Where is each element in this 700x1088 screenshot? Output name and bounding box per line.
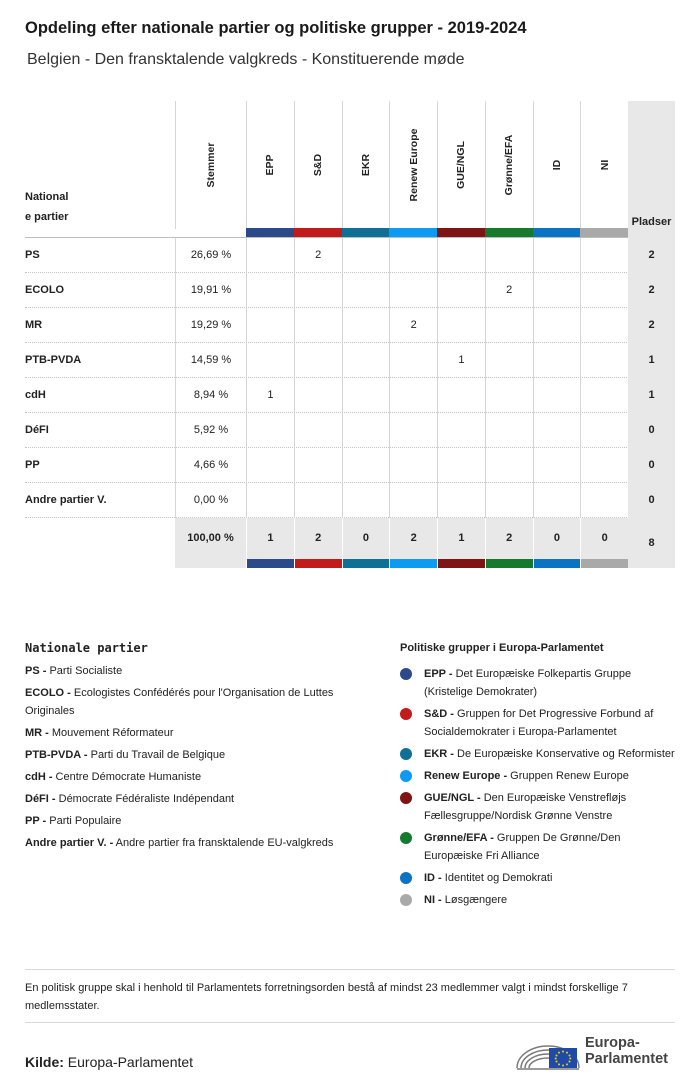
group-column-header <box>580 101 628 229</box>
legend-abbr: Renew Europe - <box>424 770 508 782</box>
group-total-cell: 1 <box>246 518 294 559</box>
group-color-dot-icon <box>400 748 412 760</box>
group-header-label: NI <box>598 159 611 171</box>
logo-text-line1: Europa- <box>585 1035 640 1051</box>
legend-abbr: cdH - <box>25 771 53 783</box>
group-color-bar <box>342 559 390 568</box>
legend-name: Ecologistes Confédérés pour l'Organisation de Luttes Originales <box>25 687 334 717</box>
group-color-bar <box>342 228 390 237</box>
legend-name: Andre partier fra fransktalende EU-valgkreds <box>113 837 334 849</box>
group-seat-cell <box>437 413 485 448</box>
group-column-header <box>533 101 581 229</box>
legend-name: Gruppen Renew Europe <box>507 770 629 782</box>
group-seat-cell <box>342 308 390 343</box>
group-column-header <box>437 101 485 229</box>
group-seat-cell <box>485 308 533 343</box>
group-legend-title: Politiske grupper i Europa-Parlamentet <box>400 642 604 654</box>
group-color-dot-icon <box>400 770 412 782</box>
group-seat-cell: 2 <box>294 238 342 273</box>
legend-abbr: PS - <box>25 665 47 677</box>
national-legend-item <box>25 790 385 808</box>
source-credit <box>25 1054 193 1070</box>
group-color-dot-icon <box>400 668 412 680</box>
legend-abbr: Andre partier V. - <box>25 837 114 849</box>
group-color-bar <box>294 559 342 568</box>
legend-name: Gruppen De Grønne/Den Europæiske Fri Alliance <box>424 832 621 862</box>
group-seat-cell <box>533 238 581 273</box>
legend-name: Parti du Travail de Belgique <box>87 749 226 761</box>
group-seat-cell <box>342 378 390 413</box>
group-seat-cell <box>533 413 581 448</box>
group-color-dot-icon <box>400 894 412 906</box>
legend-name: Identitet og Demokrati <box>441 872 553 884</box>
legend-name: Mouvement Réformateur <box>48 727 174 739</box>
total-seats: 8 <box>628 518 675 568</box>
party-name: PP <box>25 459 40 471</box>
party-seats: 2 <box>628 273 675 308</box>
group-seat-cell: 1 <box>246 378 294 413</box>
party-name: DéFI <box>25 424 49 436</box>
group-color-bar <box>437 228 485 237</box>
group-seat-cell <box>342 273 390 308</box>
group-seat-cell <box>246 343 294 378</box>
group-seat-cell <box>246 483 294 518</box>
group-header-label: Renew Europe <box>407 128 420 202</box>
legend-name: Det Europæiske Folkepartis Gruppe (Kristelige Demokrater) <box>424 668 632 698</box>
group-total-cell: 2 <box>389 518 437 559</box>
group-seat-cell <box>533 483 581 518</box>
group-total-cell: 1 <box>437 518 485 559</box>
national-parties-header-line: National <box>25 191 69 203</box>
legend-abbr: ID - <box>424 872 442 884</box>
votes-cell: 5,92 % <box>175 413 246 448</box>
group-total-cell: 0 <box>342 518 390 559</box>
page-subtitle: Belgien - Den fransktalende valgkreds - Konstituerende møde <box>27 51 465 68</box>
group-color-dot-icon <box>400 832 412 844</box>
group-seat-cell <box>389 273 437 308</box>
european-parliament-logo <box>515 1032 680 1072</box>
group-seat-cell <box>533 273 581 308</box>
group-color-dot-icon <box>400 708 412 720</box>
group-seat-cell <box>246 273 294 308</box>
votes-cell: 4,66 % <box>175 448 246 483</box>
results-table <box>25 101 675 568</box>
group-seat-cell: 1 <box>437 343 485 378</box>
table-row <box>25 273 675 308</box>
votes-cell: 8,94 % <box>175 378 246 413</box>
group-legend-item <box>400 789 675 825</box>
group-header-label: EKR <box>359 153 372 177</box>
group-seat-cell <box>437 448 485 483</box>
group-column-header <box>246 101 294 229</box>
group-seat-cell <box>580 273 628 308</box>
national-parties-header-line: e partier <box>25 211 69 223</box>
group-legend-item <box>400 829 675 865</box>
group-seat-cell <box>485 238 533 273</box>
group-seat-cell <box>246 413 294 448</box>
political-groups-legend <box>400 642 675 913</box>
table-row <box>25 483 675 518</box>
group-color-bar <box>580 228 628 237</box>
legend-abbr: EKR - <box>424 748 454 760</box>
group-seat-cell <box>580 308 628 343</box>
legend-name: Gruppen for Det Progressive Forbund af Socialdemokrater i Europa-Parlamentet <box>424 708 654 738</box>
party-seats: 0 <box>628 413 675 448</box>
national-legend-item <box>25 768 385 786</box>
party-seats: 2 <box>628 308 675 343</box>
group-color-bar <box>485 559 533 568</box>
votes-cell: 19,29 % <box>175 308 246 343</box>
legend-abbr: PTB-PVDA - <box>25 749 88 761</box>
source-label: Kilde: <box>25 1054 64 1070</box>
group-header-label: S&D <box>312 153 325 177</box>
footnote: En politisk gruppe skal i henhold til Parlamentets forretningsorden bestå af mindst 23 medlemmer valgt i mindst forskellige 7 medlemsstater. <box>25 969 675 1023</box>
party-name: Andre partier V. <box>25 494 107 506</box>
group-color-bar <box>246 559 294 568</box>
group-header-label: EPP <box>264 154 277 176</box>
group-seat-cell <box>246 448 294 483</box>
legend-name: De Europæiske Konservative og Reformister <box>453 748 675 760</box>
group-seat-cell <box>389 378 437 413</box>
votes-cell: 0,00 % <box>175 483 246 518</box>
group-seat-cell <box>294 273 342 308</box>
group-seat-cell <box>294 343 342 378</box>
group-total-cell: 2 <box>294 518 342 559</box>
group-total-cell: 0 <box>580 518 628 559</box>
votes-header <box>175 101 246 229</box>
party-name: cdH <box>25 389 46 401</box>
group-column-header <box>389 101 437 229</box>
seats-header <box>628 101 675 238</box>
national-legend-item <box>25 662 385 680</box>
group-total-cell: 0 <box>533 518 581 559</box>
votes-header-label: Stemmer <box>205 142 217 188</box>
group-seat-cell <box>580 238 628 273</box>
table-row <box>25 413 675 448</box>
group-seat-cell <box>246 238 294 273</box>
table-header <box>25 101 675 238</box>
legend-abbr: MR - <box>25 727 49 739</box>
group-seat-cell <box>533 378 581 413</box>
group-seat-cell <box>437 273 485 308</box>
group-header-label: Grønne/EFA <box>503 134 516 196</box>
national-legend-item <box>25 724 385 742</box>
group-seat-cell <box>294 413 342 448</box>
group-header-label: GUE/NGL <box>455 141 468 189</box>
group-seat-cell <box>342 448 390 483</box>
legend-name: Løsgængere <box>441 894 508 906</box>
parliament-hemicycle-icon <box>515 1032 581 1072</box>
group-color-bar <box>389 559 437 568</box>
group-legend-item <box>400 891 675 909</box>
votes-cell: 19,91 % <box>175 273 246 308</box>
group-column-header <box>294 101 342 229</box>
group-seat-cell <box>246 308 294 343</box>
legend-name: Centre Démocrate Humaniste <box>52 771 202 783</box>
group-seat-cell <box>533 343 581 378</box>
national-legend-item <box>25 812 385 830</box>
national-legend-item <box>25 834 385 852</box>
group-column-header <box>485 101 533 229</box>
group-color-dot-icon <box>400 792 412 804</box>
national-legend-item <box>25 746 385 764</box>
table-row <box>25 238 675 273</box>
group-color-bar <box>437 559 485 568</box>
legend-abbr: PP - <box>25 815 47 827</box>
national-legend-item <box>25 684 385 720</box>
table-row <box>25 378 675 413</box>
party-seats: 0 <box>628 448 675 483</box>
group-seat-cell <box>485 483 533 518</box>
group-seat-cell <box>389 413 437 448</box>
party-name: PS <box>25 249 40 261</box>
party-name: ECOLO <box>25 284 65 296</box>
group-seat-cell <box>437 238 485 273</box>
party-seats: 2 <box>628 238 675 273</box>
group-seat-cell <box>389 448 437 483</box>
seats-header-label: Pladser <box>631 216 672 228</box>
table-row <box>25 308 675 343</box>
group-color-bar <box>389 228 437 237</box>
group-seat-cell <box>342 238 390 273</box>
group-header-label: ID <box>550 159 563 171</box>
group-seat-cell <box>485 378 533 413</box>
group-seat-cell <box>294 448 342 483</box>
group-seat-cell <box>580 448 628 483</box>
group-color-bar <box>533 559 581 568</box>
votes-cell: 26,69 % <box>175 238 246 273</box>
group-seat-cell <box>485 343 533 378</box>
group-seat-cell <box>294 308 342 343</box>
group-seat-cell <box>437 483 485 518</box>
group-seat-cell <box>437 378 485 413</box>
legend-name: Den Europæiske Venstrefløjs Fællesgruppe/Nordisk Grønne Venstre <box>424 792 627 822</box>
legend-name: Parti Populaire <box>46 815 122 827</box>
group-seat-cell <box>437 308 485 343</box>
group-color-dot-icon <box>400 872 412 884</box>
page-title: Opdeling efter nationale partier og politiske grupper - 2019-2024 <box>25 19 527 37</box>
national-parties-header <box>25 187 95 227</box>
group-seat-cell <box>342 343 390 378</box>
legend-abbr: GUE/NGL - <box>424 792 481 804</box>
group-color-bar <box>246 228 294 237</box>
totals-row <box>25 518 675 568</box>
group-seat-cell <box>294 378 342 413</box>
party-name: MR <box>25 319 43 331</box>
group-seat-cell: 2 <box>485 273 533 308</box>
group-seat-cell <box>580 413 628 448</box>
group-color-bar <box>533 228 581 237</box>
group-color-bar <box>485 228 533 237</box>
group-seat-cell <box>342 483 390 518</box>
group-seat-cell <box>389 343 437 378</box>
group-seat-cell: 2 <box>389 308 437 343</box>
table-row <box>25 448 675 483</box>
group-seat-cell <box>294 483 342 518</box>
party-seats: 0 <box>628 483 675 518</box>
group-seat-cell <box>342 413 390 448</box>
logo-text <box>585 1035 668 1067</box>
party-seats: 1 <box>628 378 675 413</box>
table-body <box>25 238 675 518</box>
group-legend-item <box>400 665 675 701</box>
national-legend-title: Nationale partier <box>25 641 148 655</box>
group-seat-cell <box>580 343 628 378</box>
group-legend-item <box>400 745 675 763</box>
legend-abbr: S&D - <box>424 708 454 720</box>
legend-abbr: Grønne/EFA - <box>424 832 494 844</box>
group-seat-cell <box>389 483 437 518</box>
group-seat-cell <box>485 448 533 483</box>
table-row <box>25 343 675 378</box>
group-seat-cell <box>580 378 628 413</box>
party-name: PTB-PVDA <box>25 354 82 366</box>
legend-abbr: NI - <box>424 894 442 906</box>
group-total-cell: 2 <box>485 518 533 559</box>
legend-name: Parti Socialiste <box>46 665 123 677</box>
legend-abbr: DéFI - <box>25 793 56 805</box>
legend-abbr: ECOLO - <box>25 687 71 699</box>
group-seat-cell <box>533 308 581 343</box>
group-legend-item <box>400 767 675 785</box>
national-parties-legend <box>25 641 385 856</box>
party-seats: 1 <box>628 343 675 378</box>
total-votes: 100,00 % <box>175 518 246 568</box>
group-seat-cell <box>485 413 533 448</box>
legend-abbr: EPP - <box>424 668 453 680</box>
source-value: Europa-Parlamentet <box>67 1054 194 1070</box>
group-legend-item <box>400 705 675 741</box>
group-color-bar <box>580 559 628 568</box>
votes-cell: 14,59 % <box>175 343 246 378</box>
group-seat-cell <box>533 448 581 483</box>
group-color-bar <box>294 228 342 237</box>
group-legend-item <box>400 869 675 887</box>
legend-name: Démocrate Fédéraliste Indépendant <box>55 793 235 805</box>
group-seat-cell <box>580 483 628 518</box>
logo-text-line2: Parlamentet <box>585 1051 669 1067</box>
group-column-header <box>342 101 390 229</box>
group-seat-cell <box>389 238 437 273</box>
